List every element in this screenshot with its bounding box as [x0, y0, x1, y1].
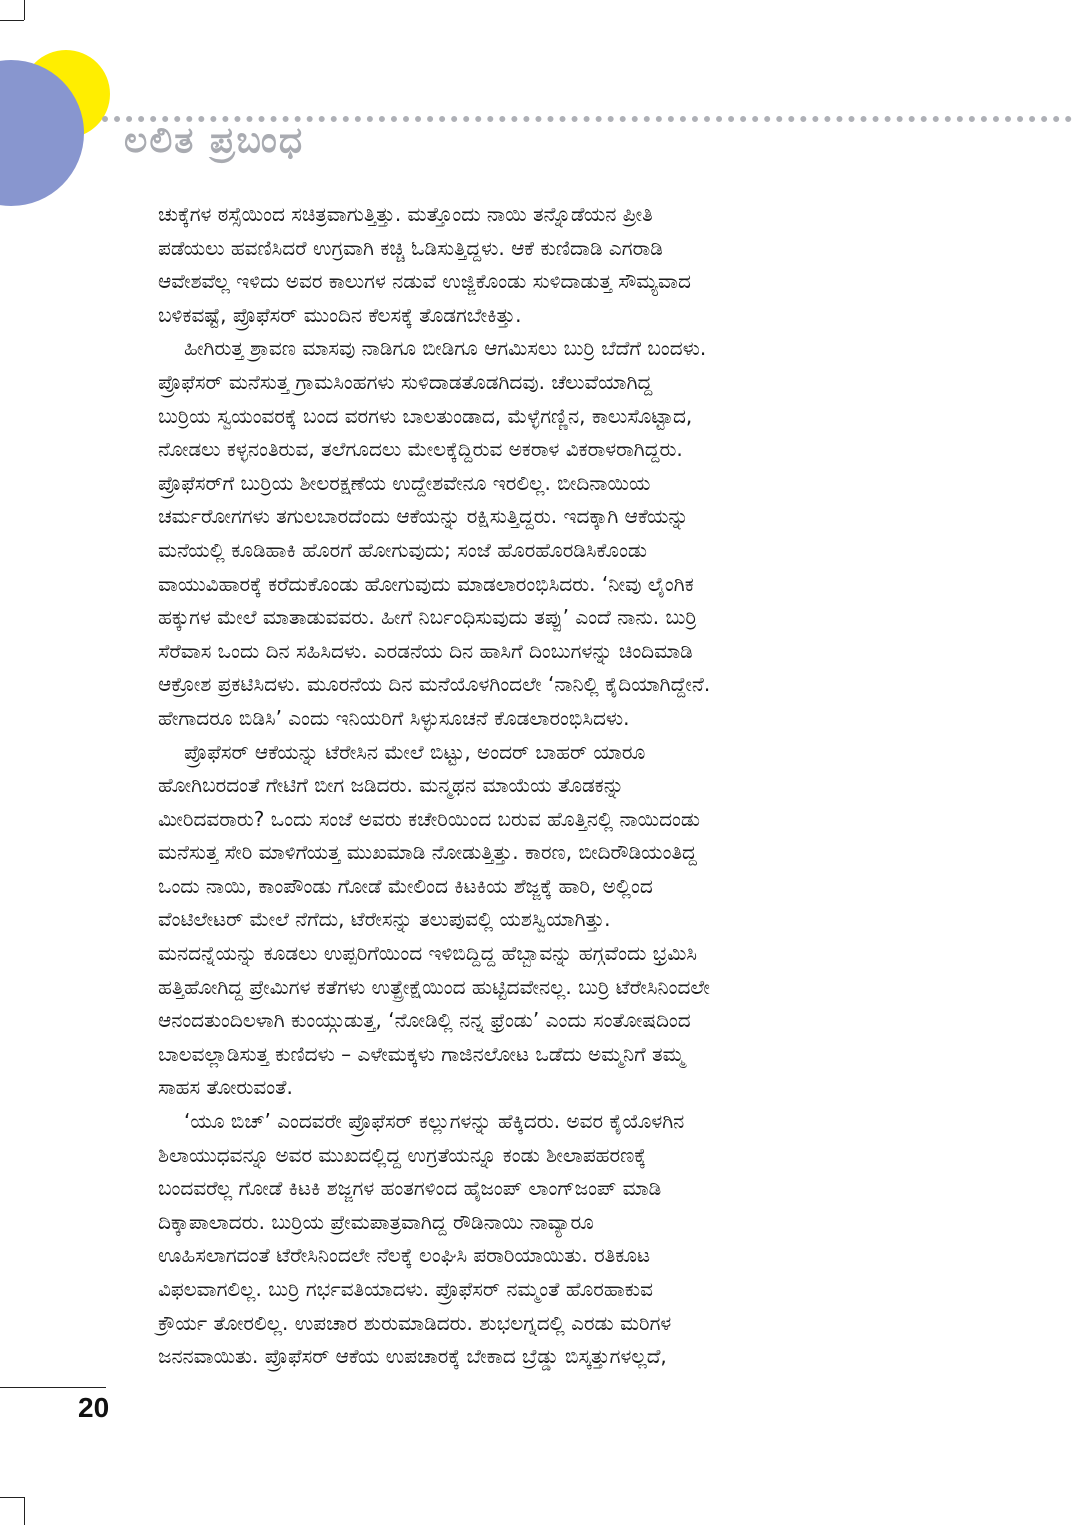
- text-line: ಮನದನ್ನೆಯನ್ನು ಕೂಡಲು ಉಪ್ಪರಿಗೆಯಿಂದ ಇಳಿಬಿದ್ದಿದ್ದ ಹೆಬ್ಬಾವನ್ನು ಹಗ್ಗವೆಂದು ಭ್ರಮಿಸಿ: [158, 941, 697, 966]
- text-line: ಊಹಿಸಲಾಗದಂತೆ ಟೆರೇಸಿನಿಂದಲೇ ನೆಲಕ್ಕೆ ಲಂಘಿಸಿ ಪರಾರಿಯಾಯಿತು. ರತಿಕೂಟ: [158, 1243, 651, 1268]
- text-line: ಹೋಗಿಬರದಂತೆ ಗೇಟಿಗೆ ಬೀಗ ಜಡಿದರು. ಮನ್ಮಥನ ಮಾಯೆಯ ತೊಡಕನ್ನು: [158, 773, 624, 798]
- text-line: ವಿಫಲವಾಗಲಿಲ್ಲ. ಬುರ್ರಿ ಗರ್ಭವತಿಯಾದಳು. ಪ್ರೊಫೆಸರ್ ನಮ್ಮಂತೆ ಹೊರಹಾಕುವ: [158, 1277, 653, 1301]
- text-line: ಮೀರಿದವರಾರು? ಒಂದು ಸಂಜೆ ಅವರು ಕಚೇರಿಯಿಂದ ಬರುವ ಹೊತ್ತಿನಲ್ಲಿ ನಾಯಿದಂಡು: [158, 806, 701, 831]
- text-line: ಶಿಲಾಯುಧವನ್ನೂ ಅವರ ಮುಖದಲ್ಲಿದ್ದ ಉಗ್ರತೆಯನ್ನೂ ಕಂಡು ಶೀಲಾಪಹರಣಕ್ಕೆ: [158, 1142, 646, 1167]
- text-line: ಪ್ರೊಫೆಸರ್ ಆಕೆಯನ್ನು ಟೆರೇಸಿನ ಮೇಲೆ ಬಿಟ್ಟು, ಅಂದರ್ ಬಾಹರ್ ಯಾರೂ: [184, 739, 646, 764]
- text-line: ಹೇಗಾದರೂ ಬಿಡಿಸಿ’ ಎಂದು ಇನಿಯರಿಗೆ ಸಿಳ್ಳುಸೂಚನೆ ಕೊಡಲಾರಂಭಿಸಿದಳು.: [158, 705, 630, 730]
- text-line: ಚುಕ್ಕೆಗಳ ಠಸ್ಸೆಯಿಂದ ಸಚಿತ್ರವಾಗುತ್ತಿತ್ತು. ಮತ್ತೊಂದು ನಾಯಿ ತನ್ನೊಡೆಯನ ಪ್ರೀತಿ: [158, 202, 653, 226]
- text-line: ಒಂದು ನಾಯಿ, ಕಾಂಪೌಂಡು ಗೋಡೆ ಮೇಲಿಂದ ಕಿಟಕಿಯ ಶೆಜ್ಜಕ್ಕೆ ಹಾರಿ, ಅಲ್ಲಿಂದ: [158, 873, 653, 898]
- text-line: ಬುರ್ರಿಯ ಸ್ವಯಂವರಕ್ಕೆ ಬಂದ ವರಗಳು ಬಾಲತುಂಡಾದ, ಮೆಳ್ಳೆಗಣ್ಣಿನ, ಕಾಲುಸೊಟ್ಟಾದ,: [158, 403, 693, 428]
- text-line: ವೆಂಟಿಲೇಟರ್ ಮೇಲೆ ನೆಗೆದು, ಟೆರೇಸನ್ನು ತಲುಪುವಲ್ಲಿ ಯಶಸ್ವಿಯಾಗಿತ್ತು.: [158, 907, 611, 932]
- article-body: [158, 198, 894, 1374]
- text-line: ವಾಯುವಿಹಾರಕ್ಕೆ ಕರೆದುಕೊಂಡು ಹೋಗುವುದು ಮಾಡಲಾರಂಭಿಸಿದರು. ‘ನೀವು ಲೈಂಗಿಕ: [158, 571, 694, 596]
- text-line: ಹತ್ತಿಹೋಗಿದ್ದ ಪ್ರೇಮಿಗಳ ಕತೆಗಳು ಉತ್ಪ್ರೇಕ್ಷೆಯಿಂದ ಹುಟ್ಟಿದವೇನಲ್ಲ. ಬುರ್ರಿ ಟೆರೇಸಿನಿಂದಲೇ: [158, 974, 710, 999]
- text-line: ಚರ್ಮರೋಗಗಳು ತಗುಲಬಾರದೆಂದು ಆಕೆಯನ್ನು ರಕ್ಷಿಸುತ್ತಿದ್ದರು. ಇದಕ್ಕಾಗಿ ಆಕೆಯನ್ನು: [158, 504, 689, 529]
- text-line: ಕ್ರೌರ್ಯ ತೋರಲಿಲ್ಲ. ಉಪಚಾರ ಶುರುಮಾಡಿದರು. ಶುಭಲಗ್ನದಲ್ಲಿ ಎರಡು ಮರಿಗಳ: [158, 1310, 672, 1335]
- text-line: ಹಕ್ಕುಗಳ ಮೇಲೆ ಮಾತಾಡುವವರು. ಹೀಗೆ ನಿರ್ಬಂಧಿಸುವುದು ತಪ್ಪು’ ಎಂದೆ ನಾನು. ಬುರ್ರಿ: [158, 605, 697, 630]
- text-line: ಮನೆಯಲ್ಲಿ ಕೂಡಿಹಾಕಿ ಹೊರಗೆ ಹೋಗುವುದು; ಸಂಜೆ ಹೊರಹೊರಡಿಸಿಕೊಂಡು: [158, 537, 648, 562]
- crop-mark-bottom-left-horizontal: [0, 1497, 24, 1498]
- text-line: ಆವೇಶವೆಲ್ಲ ಇಳಿದು ಅವರ ಕಾಲುಗಳ ನಡುವೆ ಉಜ್ಜಿಕೊಂಡು ಸುಳಿದಾಡುತ್ತ ಸೌಮ್ಯವಾದ: [158, 269, 691, 294]
- text-line: ಪಡೆಯಲು ಹವಣಿಸಿದರೆ ಉಗ್ರವಾಗಿ ಕಚ್ಚಿ ಓಡಿಸುತ್ತಿದ್ದಳು. ಆಕೆ ಕುಣಿದಾಡಿ ಎಗರಾಡಿ: [158, 235, 663, 260]
- page-number-rule: [0, 1387, 106, 1388]
- text-line: ಮನೆಸುತ್ತ ಸೇರಿ ಮಾಳಿಗೆಯತ್ತ ಮುಖಮಾಡಿ ನೋಡುತ್ತಿತ್ತು. ಕಾರಣ, ಬೀದಿರೌಡಿಯಂತಿದ್ದ: [158, 840, 697, 865]
- crop-mark-top-left-horizontal: [0, 20, 24, 21]
- crop-mark-top-left-vertical: [24, 0, 25, 20]
- text-line: ಸಾಹಸ ತೋರುವಂತೆ.: [158, 1075, 293, 1100]
- text-line: ಪ್ರೊಫೆಸರ್‌ಗೆ ಬುರ್ರಿಯ ಶೀಲರಕ್ಷಣೆಯ ಉದ್ದೇಶವೇನೂ ಇರಲಿಲ್ಲ. ಬೀದಿನಾಯಿಯ: [158, 470, 651, 495]
- text-line: ಆನಂದತುಂದಿಲಳಾಗಿ ಕುಂಯ್ಗುಡುತ್ತ, ‘ನೋಡಿಲ್ಲಿ ನನ್ನ ಫ್ರೆಂಡು’ ಎಂದು ಸಂತೋಷದಿಂದ: [158, 1008, 691, 1033]
- text-line: ಆಕ್ರೋಶ ಪ್ರಕಟಿಸಿದಳು. ಮೂರನೆಯ ದಿನ ಮನೆಯೊಳಗಿಂದಲೇ ‘ನಾನಿಲ್ಲಿ ಕೈದಿಯಾಗಿದ್ದೇನೆ.: [158, 672, 711, 697]
- text-line: ಹೀಗಿರುತ್ತ ಶ್ರಾವಣ ಮಾಸವು ನಾಡಿಗೂ ಬೀಡಿಗೂ ಆಗಮಿಸಲು ಬುರ್ರಿ ಬೆದೆಗೆ ಬಂದಳು.: [184, 336, 707, 361]
- section-title: ಲಲಿತ ಪ್ರಬಂಧ: [124, 120, 305, 161]
- text-line: ಬಾಲವಲ್ಲಾಡಿಸುತ್ತ ಕುಣಿದಳು – ಎಳೇಮಕ್ಕಳು ಗಾಜಿನಲೋಟ ಒಡೆದು ಅಮ್ಮನಿಗೆ ತಮ್ಮ: [158, 1041, 685, 1066]
- text-line: ಜನನವಾಯಿತು. ಪ್ರೊಫೆಸರ್ ಆಕೆಯ ಉಪಚಾರಕ್ಕೆ ಬೇಕಾದ ಬ್ರೆಡ್ಡು ಬಿಸ್ಕತ್ತುಗಳಲ್ಲದೆ,: [158, 1344, 667, 1369]
- text-line: ಸೆರೆವಾಸ ಒಂದು ದಿನ ಸಹಿಸಿದಳು. ಎರಡನೆಯ ದಿನ ಹಾಸಿಗೆ ದಿಂಬುಗಳನ್ನು ಚಿಂದಿಮಾಡಿ: [158, 638, 693, 663]
- crop-mark-bottom-left-vertical: [24, 1497, 25, 1525]
- text-line: ಬಂದವರೆಲ್ಲ ಗೋಡೆ ಕಿಟಕಿ ಶಜ್ಜಗಳ ಹಂತಗಳಿಂದ ಹೈಜಂಪ್ ಲಾಂಗ್‌ಜಂಪ್ ಮಾಡಿ: [158, 1176, 662, 1201]
- text-line: ‘ಯೂ ಬಿಚ್’ ಎಂದವರೇ ಪ್ರೊಫೆಸರ್ ಕಲ್ಲುಗಳನ್ನು ಹೆಕ್ಕಿದರು. ಅವರ ಕೈಯೊಳಗಿನ: [184, 1109, 685, 1134]
- text-line: ಪ್ರೊಫೆಸರ್ ಮನೆಸುತ್ತ ಗ್ರಾಮಸಿಂಹಗಳು ಸುಳಿದಾಡತೊಡಗಿದವು. ಚೆಲುವೆಯಾಗಿದ್ದ: [158, 369, 653, 394]
- text-line: ಬಳಿಕವಷ್ಟೆ, ಪ್ರೊಫೆಸರ್ ಮುಂದಿನ ಕೆಲಸಕ್ಕೆ ತೊಡಗಬೇಕಿತ್ತು.: [158, 302, 522, 327]
- text-line: ನೋಡಲು ಕಳ್ಳನಂತಿರುವ, ತಲೆಗೂದಲು ಮೇಲಕ್ಕೆದ್ದಿರುವ ಅಕರಾಳ ವಿಕರಾಳರಾಗಿದ್ದರು.: [158, 437, 683, 462]
- text-line: ದಿಕ್ಕಾಪಾಲಾದರು. ಬುರ್ರಿಯ ಪ್ರೇಮಪಾತ್ರವಾಗಿದ್ದ ರೌಡಿನಾಯಿ ನಾವ್ಯಾರೂ: [158, 1209, 594, 1234]
- page-number: 20: [78, 1392, 110, 1423]
